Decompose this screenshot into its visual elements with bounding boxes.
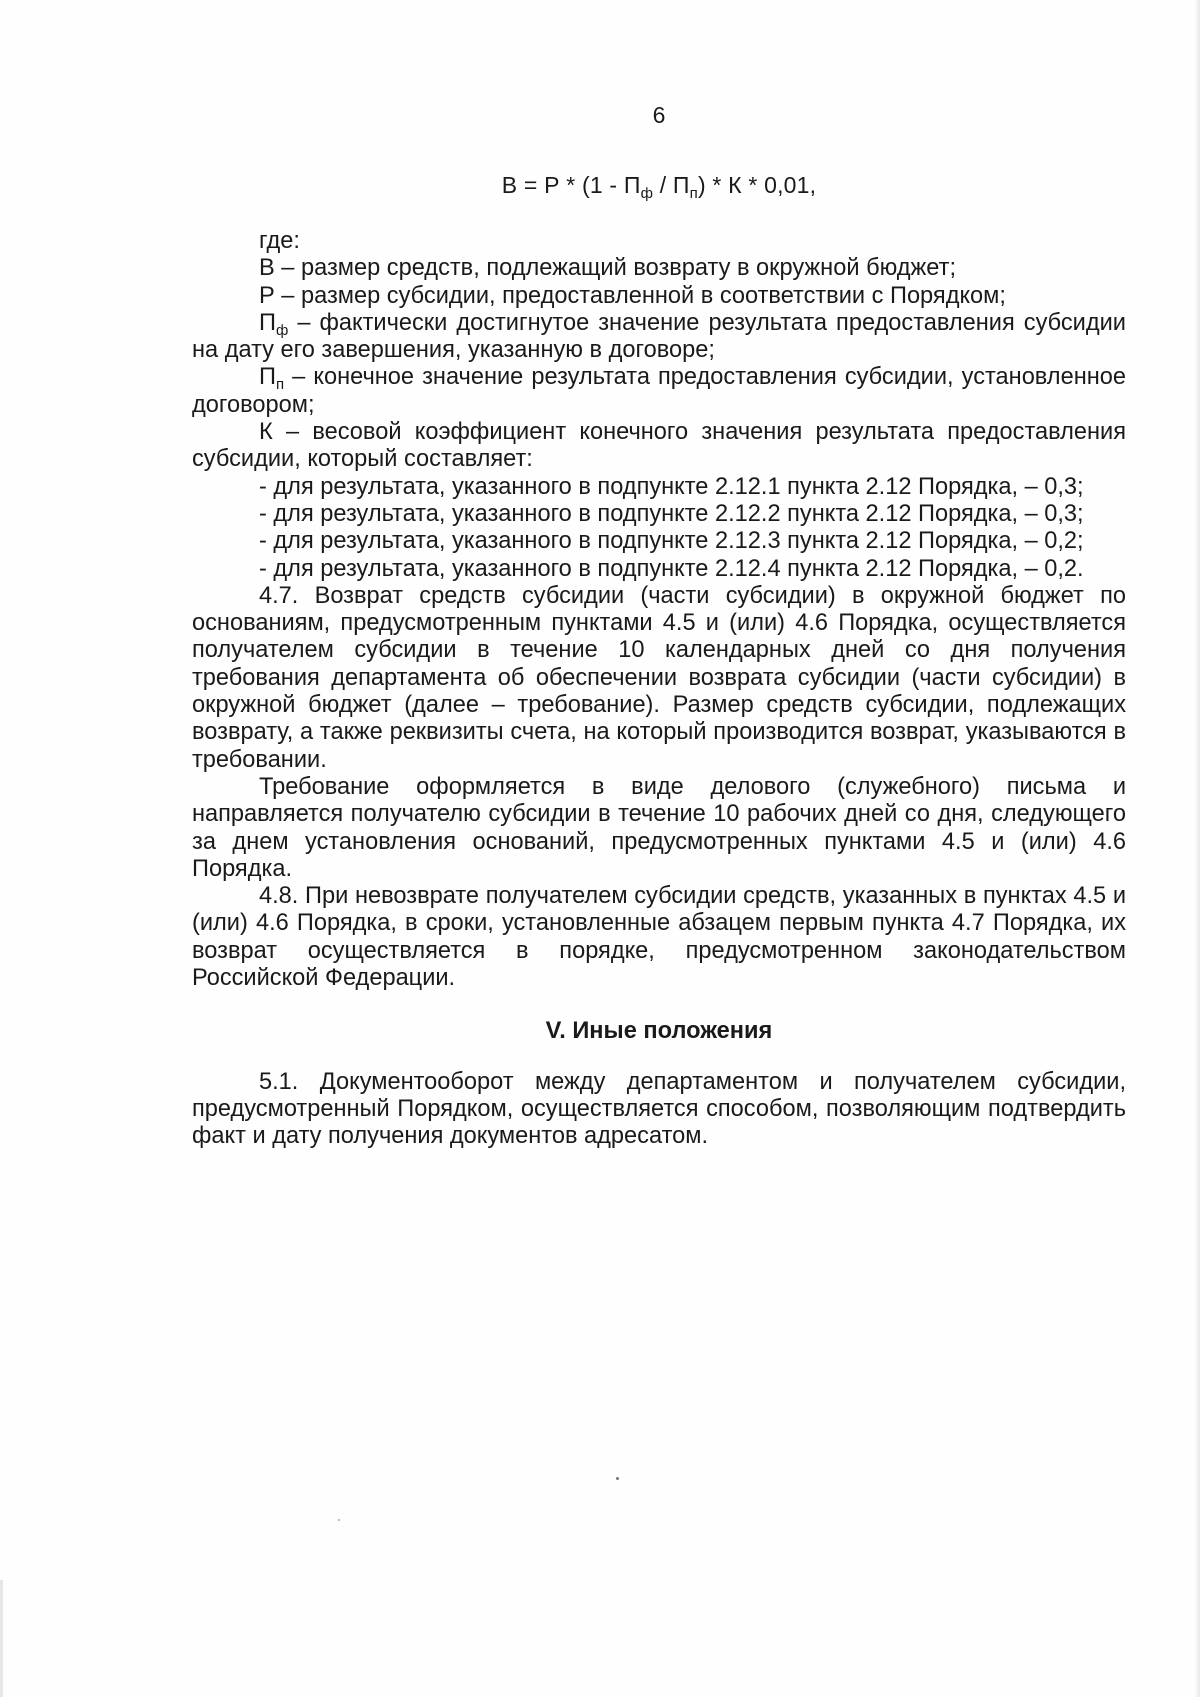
formula-subscript-p: п: [689, 185, 698, 202]
symbol-subscript: п: [275, 376, 285, 394]
where-label: где:: [259, 228, 300, 254]
definition-v: В – размер средств, подлежащий возврату в окружной бюджет;: [259, 255, 957, 282]
paragraph-5-1: 5.1. Документооборот между департаментом и получателем субсидии, предусмотренный Порядком, осуществляется способом, позволяющим подтвердить факт и дату получения документов адресатом.: [192, 1068, 1126, 1150]
formula-part: В = Р * (1 - П: [501, 172, 641, 198]
definition-pf: [192, 310, 1126, 365]
symbol: П: [259, 309, 276, 336]
formula-part: / П: [653, 172, 690, 198]
symbol-subscript: ф: [275, 321, 289, 339]
page-number: 6: [652, 102, 666, 128]
definition-text: – фактически достигнутое значение результата предоставления субсидии на дату его завершения, указанную в договоре;: [192, 309, 1126, 364]
definition-text: – конечное значение результата предоставления субсидии, установленное договором;: [192, 364, 1126, 418]
scan-speck: [338, 1519, 340, 1521]
formula-subscript-f: ф: [640, 185, 654, 202]
formula: [0, 172, 1200, 202]
paragraph-4-7-requirement: Требование оформляется в виде делового (служебного) письма и направляется получателю субсидии в течение 10 рабочих дней со дня, следующего за днем установления оснований, предусмотренных пунктами 4.5 и (или) 4.6 Порядка.: [192, 773, 1126, 882]
formula-part: ) * К * 0,01,: [697, 172, 817, 198]
scan-edge: [0, 1580, 3, 1697]
definition-r: Р – размер субсидии, предоставленной в соответствии с Порядком;: [259, 282, 1006, 309]
paragraph-4-7: 4.7. Возврат средств субсидии (части субсидии) в окружной бюджет по основаниям, предусмотренным пунктами 4.5 и (или) 4.6 Порядка, осуществляется получателем субсидии в течение 10 календарных дней со дня получения требования департамента об обеспечении возврата субсидии (части субсидии) в окружной бюджет (далее – требование). Размер средств субсидии, подлежащих возврату, а также реквизиты счета, на который производится возврат, указываются в требовании.: [192, 582, 1126, 773]
k-item: - для результата, указанного в подпункте 2.12.2 пункта 2.12 Порядка, – 0,3;: [259, 500, 1084, 527]
scan-speck: [616, 1477, 619, 1480]
symbol: П: [259, 364, 276, 391]
document-body: [192, 228, 1126, 1151]
section-title: V. Иные положения: [545, 1018, 773, 1045]
paragraph-4-8: 4.8. При невозврате получателем субсидии средств, указанных в пунктах 4.5 и (или) 4.6 Порядка, в сроки, установленные абзацем первым пункта 4.7 Порядка, их возврат осуществляется в порядке, предусмотренном законодательством Российской Федерации.: [192, 883, 1126, 992]
k-item: - для результата, указанного в подпункте 2.12.3 пункта 2.12 Порядка, – 0,2;: [259, 528, 1084, 555]
k-item: - для результата, указанного в подпункте 2.12.1 пункта 2.12 Порядка, – 0,3;: [259, 473, 1084, 500]
definition-k: К – весовой коэффициент конечного значения результата предоставления субсидии, который составляет:: [192, 419, 1126, 473]
k-item: - для результата, указанного в подпункте 2.12.4 пункта 2.12 Порядка, – 0,2.: [259, 555, 1084, 582]
scan-edge: [1194, 0, 1200, 1697]
definition-pp: [192, 364, 1126, 419]
